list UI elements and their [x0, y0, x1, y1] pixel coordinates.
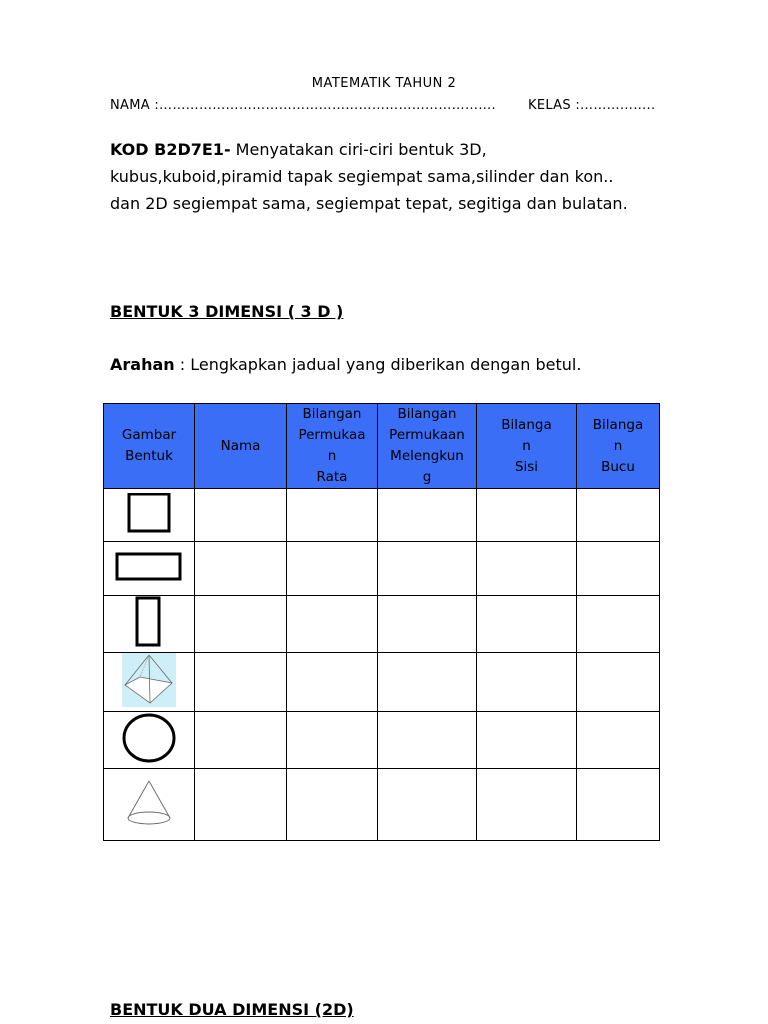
- answer-cell[interactable]: [378, 489, 477, 542]
- answer-cell[interactable]: [287, 542, 378, 596]
- tall-rectangle-icon: [135, 596, 163, 648]
- intro-paragraph: [110, 136, 670, 217]
- shape-cell: [104, 596, 195, 653]
- answer-cell[interactable]: [195, 542, 287, 596]
- answer-cell[interactable]: [477, 489, 577, 542]
- answer-cell[interactable]: [477, 769, 577, 841]
- header-gambar: Gambar Bentuk: [104, 404, 195, 489]
- answer-cell[interactable]: [287, 712, 378, 769]
- circle-icon: [121, 712, 177, 764]
- answer-cell[interactable]: [477, 653, 577, 712]
- header-bucu: Bilanga n Bucu: [577, 404, 660, 489]
- arahan-line: [110, 355, 581, 374]
- table-row: [104, 542, 660, 596]
- answer-cell[interactable]: [195, 712, 287, 769]
- answer-cell[interactable]: [577, 769, 660, 841]
- header-sisi: Bilanga n Sisi: [477, 404, 577, 489]
- answer-cell[interactable]: [195, 489, 287, 542]
- intro-line3: dan 2D segiempat sama, segiempat tepat, segitiga dan bulatan.: [110, 194, 628, 213]
- kod-label: KOD B2D7E1-: [110, 140, 231, 159]
- arahan-label: Arahan: [110, 355, 175, 374]
- answer-cell[interactable]: [287, 769, 378, 841]
- kelas-field: KELAS :……………..: [528, 98, 656, 113]
- answer-cell[interactable]: [477, 542, 577, 596]
- answer-cell[interactable]: [378, 712, 477, 769]
- answer-cell[interactable]: [577, 596, 660, 653]
- answer-cell[interactable]: [287, 596, 378, 653]
- table-row: [104, 769, 660, 841]
- answer-cell[interactable]: [577, 542, 660, 596]
- answer-cell[interactable]: [195, 653, 287, 712]
- intro-line2: kubus,kuboid,piramid tapak segiempat sama,silinder dan kon..: [110, 167, 614, 186]
- shape-cell: [104, 653, 195, 712]
- wide-rectangle-icon: [115, 552, 183, 582]
- answer-cell[interactable]: [287, 653, 378, 712]
- table-row: [104, 596, 660, 653]
- shape-cell: [104, 712, 195, 769]
- intro-line1: Menyatakan ciri-ciri bentuk 3D,: [230, 140, 487, 159]
- table-header-row: [104, 404, 660, 489]
- answer-cell[interactable]: [378, 653, 477, 712]
- answer-cell[interactable]: [195, 769, 287, 841]
- document-title: MATEMATIK TAHUN 2: [311, 76, 457, 91]
- answer-cell[interactable]: [195, 596, 287, 653]
- answer-cell[interactable]: [477, 596, 577, 653]
- answer-cell[interactable]: [577, 712, 660, 769]
- shape-cell: [104, 769, 195, 841]
- nama-field: NAMA :………………………………………………………………….: [110, 98, 496, 113]
- shape-cell: [104, 489, 195, 542]
- header-permukaan-rata: Bilangan Permukaa n Rata: [287, 404, 378, 489]
- answer-cell[interactable]: [287, 489, 378, 542]
- answer-cell[interactable]: [378, 596, 477, 653]
- section-2d-heading: BENTUK DUA DIMENSI (2D): [110, 1000, 354, 1019]
- answer-cell[interactable]: [378, 542, 477, 596]
- section-3d-heading: BENTUK 3 DIMENSI ( 3 D ): [110, 302, 344, 321]
- square-icon: [127, 493, 171, 533]
- table-row: [104, 489, 660, 542]
- shape-cell: [104, 542, 195, 596]
- table-row: [104, 712, 660, 769]
- answer-cell[interactable]: [577, 489, 660, 542]
- header-nama: Nama: [195, 404, 287, 489]
- answer-cell[interactable]: [477, 712, 577, 769]
- cone-icon: [124, 778, 174, 828]
- pyramid-icon: [122, 653, 176, 707]
- table-row: [104, 653, 660, 712]
- header-permukaan-melengkung: Bilangan Permukaan Melengkun g: [378, 404, 477, 489]
- answer-cell[interactable]: [577, 653, 660, 712]
- arahan-text: : Lengkapkan jadual yang diberikan dengan betul.: [174, 355, 582, 374]
- answer-cell[interactable]: [378, 769, 477, 841]
- shape-table: [103, 403, 660, 841]
